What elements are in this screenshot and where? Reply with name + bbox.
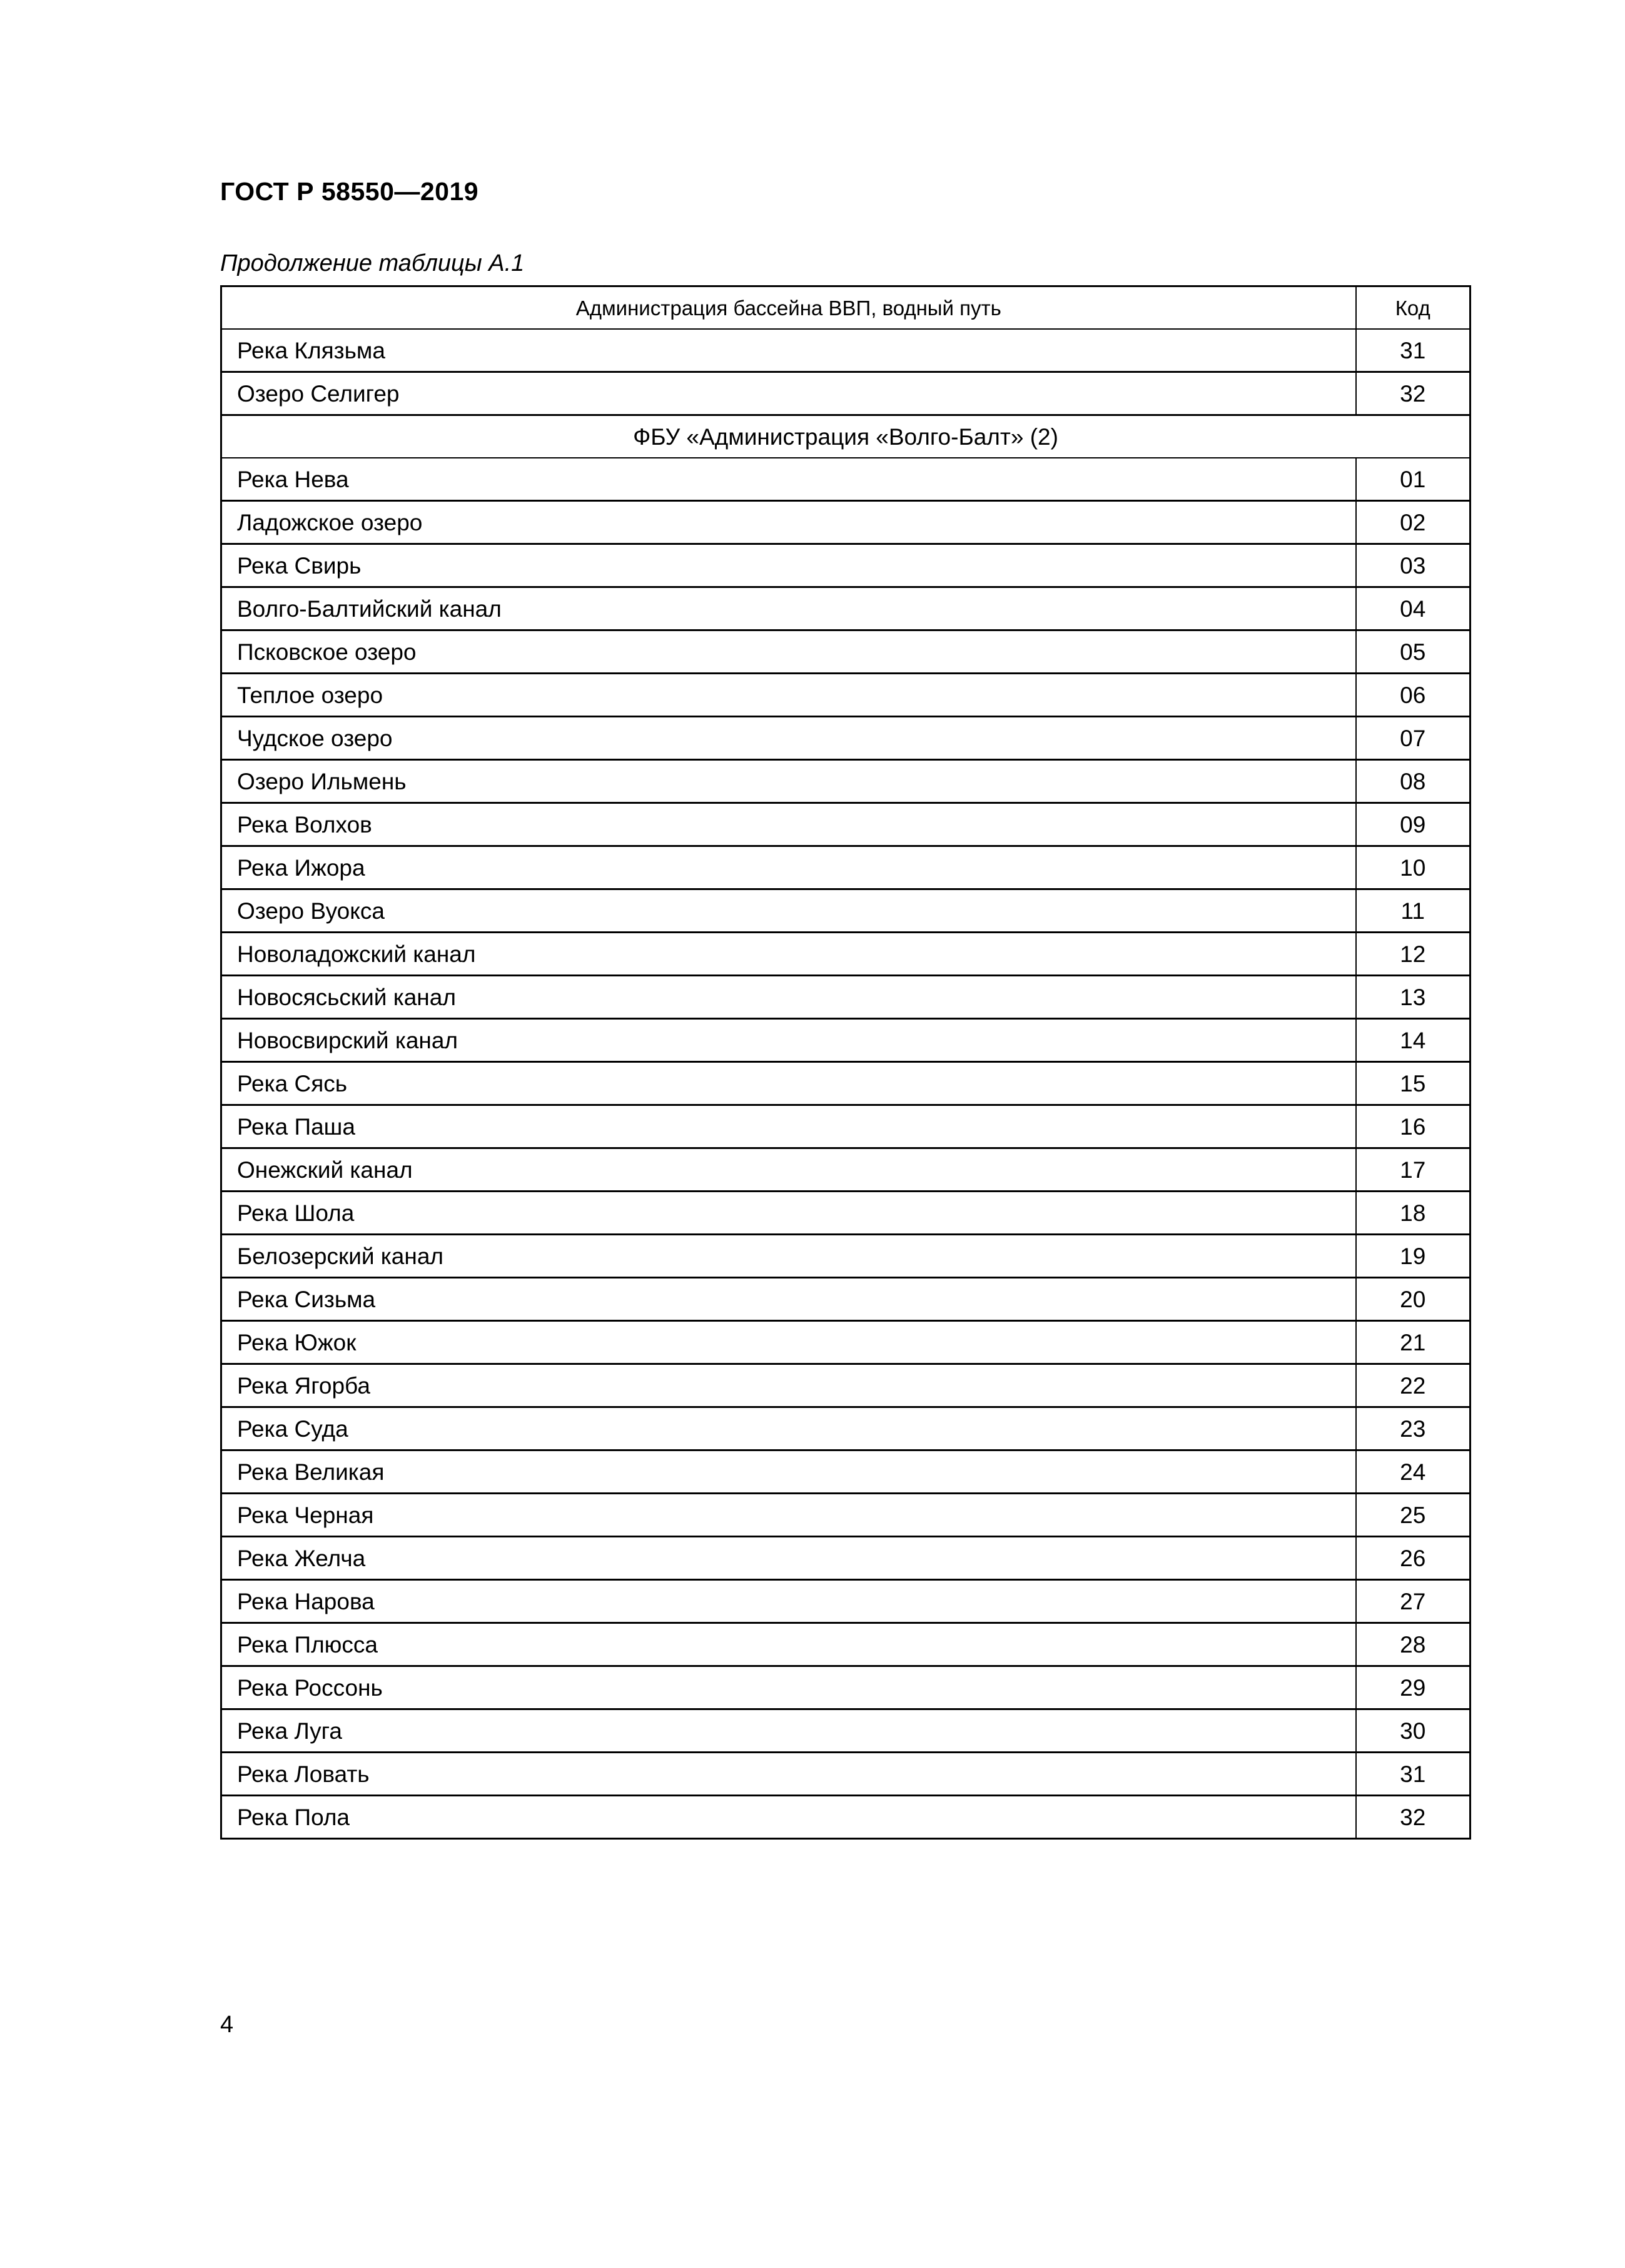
- waterway-code-cell: 32: [1356, 1796, 1471, 1839]
- waterway-code-cell: 15: [1356, 1062, 1471, 1105]
- waterway-name-cell: Новосвирский канал: [221, 1019, 1356, 1062]
- waterway-name-cell: Река Желча: [221, 1537, 1356, 1580]
- table-row: [221, 544, 1471, 587]
- waterway-code-cell: 27: [1356, 1580, 1471, 1623]
- waterway-name-cell: Река Шола: [221, 1192, 1356, 1235]
- waterway-name-cell: Река Нева: [221, 458, 1356, 501]
- waterway-code-cell: 20: [1356, 1278, 1471, 1321]
- waterway-name-cell: Озеро Селигер: [221, 372, 1356, 415]
- waterway-code-cell: 13: [1356, 976, 1471, 1019]
- waterway-name-cell: Река Нарова: [221, 1580, 1356, 1623]
- waterway-codes-table: [220, 285, 1471, 1840]
- waterway-code-cell: 01: [1356, 458, 1471, 501]
- waterway-name-cell: Река Сясь: [221, 1062, 1356, 1105]
- waterway-name-cell: Река Суда: [221, 1407, 1356, 1450]
- table-row: [221, 846, 1471, 889]
- waterway-code-cell: 24: [1356, 1450, 1471, 1494]
- waterway-code-cell: 32: [1356, 372, 1471, 415]
- waterway-code-cell: 16: [1356, 1105, 1471, 1148]
- table-row: [221, 1407, 1471, 1450]
- waterway-name-cell: Теплое озеро: [221, 674, 1356, 717]
- table-row: [221, 501, 1471, 544]
- waterway-code-cell: 12: [1356, 933, 1471, 976]
- waterway-code-cell: 22: [1356, 1364, 1471, 1407]
- table-row: [221, 1494, 1471, 1537]
- waterway-code-cell: 04: [1356, 587, 1471, 630]
- waterway-code-cell: 02: [1356, 501, 1471, 544]
- waterway-name-cell: Река Волхов: [221, 803, 1356, 846]
- waterway-name-cell: Чудское озеро: [221, 717, 1356, 760]
- waterway-name-cell: Река Россонь: [221, 1666, 1356, 1709]
- table-row: [221, 889, 1471, 933]
- waterway-code-cell: 05: [1356, 630, 1471, 674]
- table-row: [221, 1192, 1471, 1235]
- table-row: [221, 1666, 1471, 1709]
- waterway-name-cell: Река Ижора: [221, 846, 1356, 889]
- waterway-name-cell: Белозерский канал: [221, 1235, 1356, 1278]
- waterway-name-cell: Река Луга: [221, 1709, 1356, 1753]
- waterway-code-cell: 29: [1356, 1666, 1471, 1709]
- waterway-name-cell: Озеро Ильмень: [221, 760, 1356, 803]
- waterway-code-cell: 18: [1356, 1192, 1471, 1235]
- table-row: [221, 372, 1471, 415]
- table-row: [221, 1709, 1471, 1753]
- waterway-name-cell: Онежский канал: [221, 1148, 1356, 1192]
- table-container: [220, 285, 1471, 1840]
- column-header-code: Код: [1356, 286, 1471, 330]
- waterway-code-cell: 10: [1356, 846, 1471, 889]
- waterway-name-cell: Река Великая: [221, 1450, 1356, 1494]
- waterway-code-cell: 08: [1356, 760, 1471, 803]
- waterway-code-cell: 09: [1356, 803, 1471, 846]
- waterway-name-cell: Река Ягорба: [221, 1364, 1356, 1407]
- waterway-code-cell: 03: [1356, 544, 1471, 587]
- waterway-code-cell: 11: [1356, 889, 1471, 933]
- waterway-name-cell: Река Пола: [221, 1796, 1356, 1839]
- table-row: [221, 1278, 1471, 1321]
- waterway-code-cell: 30: [1356, 1709, 1471, 1753]
- table-row: [221, 1623, 1471, 1666]
- waterway-code-cell: 14: [1356, 1019, 1471, 1062]
- table-section-row: [221, 415, 1471, 458]
- waterway-name-cell: Псковское озеро: [221, 630, 1356, 674]
- waterway-name-cell: Река Плюсса: [221, 1623, 1356, 1666]
- table-row: [221, 976, 1471, 1019]
- waterway-code-cell: 23: [1356, 1407, 1471, 1450]
- document-header: ГОСТ Р 58550—2019: [220, 177, 479, 206]
- table-row: [221, 933, 1471, 976]
- table-row: [221, 1062, 1471, 1105]
- table-body: [221, 329, 1471, 1839]
- waterway-code-cell: 31: [1356, 329, 1471, 372]
- table-caption: Продолжение таблицы А.1: [220, 250, 525, 276]
- table-row: [221, 1235, 1471, 1278]
- waterway-name-cell: Река Ловать: [221, 1753, 1356, 1796]
- waterway-name-cell: Река Черная: [221, 1494, 1356, 1537]
- table-row: [221, 1753, 1471, 1796]
- waterway-name-cell: Река Сизьма: [221, 1278, 1356, 1321]
- waterway-name-cell: Новосясьский канал: [221, 976, 1356, 1019]
- table-row: [221, 458, 1471, 501]
- table-row: [221, 1148, 1471, 1192]
- table-row: [221, 1796, 1471, 1839]
- waterway-name-cell: Река Клязьма: [221, 329, 1356, 372]
- table-row: [221, 674, 1471, 717]
- waterway-name-cell: Река Свирь: [221, 544, 1356, 587]
- waterway-code-cell: 07: [1356, 717, 1471, 760]
- waterway-name-cell: Новоладожский канал: [221, 933, 1356, 976]
- waterway-code-cell: 25: [1356, 1494, 1471, 1537]
- waterway-name-cell: Река Паша: [221, 1105, 1356, 1148]
- table-row: [221, 1019, 1471, 1062]
- table-row: [221, 1364, 1471, 1407]
- table-row: [221, 760, 1471, 803]
- table-row: [221, 1450, 1471, 1494]
- waterway-code-cell: 28: [1356, 1623, 1471, 1666]
- table-row: [221, 803, 1471, 846]
- waterway-name-cell: Волго-Балтийский канал: [221, 587, 1356, 630]
- waterway-code-cell: 31: [1356, 1753, 1471, 1796]
- column-header-name: Администрация бассейна ВВП, водный путь: [221, 286, 1356, 330]
- page-number: 4: [220, 2012, 234, 2038]
- waterway-code-cell: 21: [1356, 1321, 1471, 1364]
- table-row: [221, 1580, 1471, 1623]
- waterway-name-cell: Ладожское озеро: [221, 501, 1356, 544]
- table-row: [221, 587, 1471, 630]
- table-row: [221, 1537, 1471, 1580]
- waterway-code-cell: 19: [1356, 1235, 1471, 1278]
- table-row: [221, 717, 1471, 760]
- waterway-name-cell: Озеро Вуокса: [221, 889, 1356, 933]
- table-row: [221, 329, 1471, 372]
- table-row: [221, 630, 1471, 674]
- waterway-code-cell: 26: [1356, 1537, 1471, 1580]
- table-row: [221, 1321, 1471, 1364]
- section-title: ФБУ «Администрация «Волго-Балт» (2): [221, 415, 1471, 458]
- table-row: [221, 1105, 1471, 1148]
- table-header-row: [221, 286, 1471, 330]
- waterway-name-cell: Река Южок: [221, 1321, 1356, 1364]
- waterway-code-cell: 17: [1356, 1148, 1471, 1192]
- waterway-code-cell: 06: [1356, 674, 1471, 717]
